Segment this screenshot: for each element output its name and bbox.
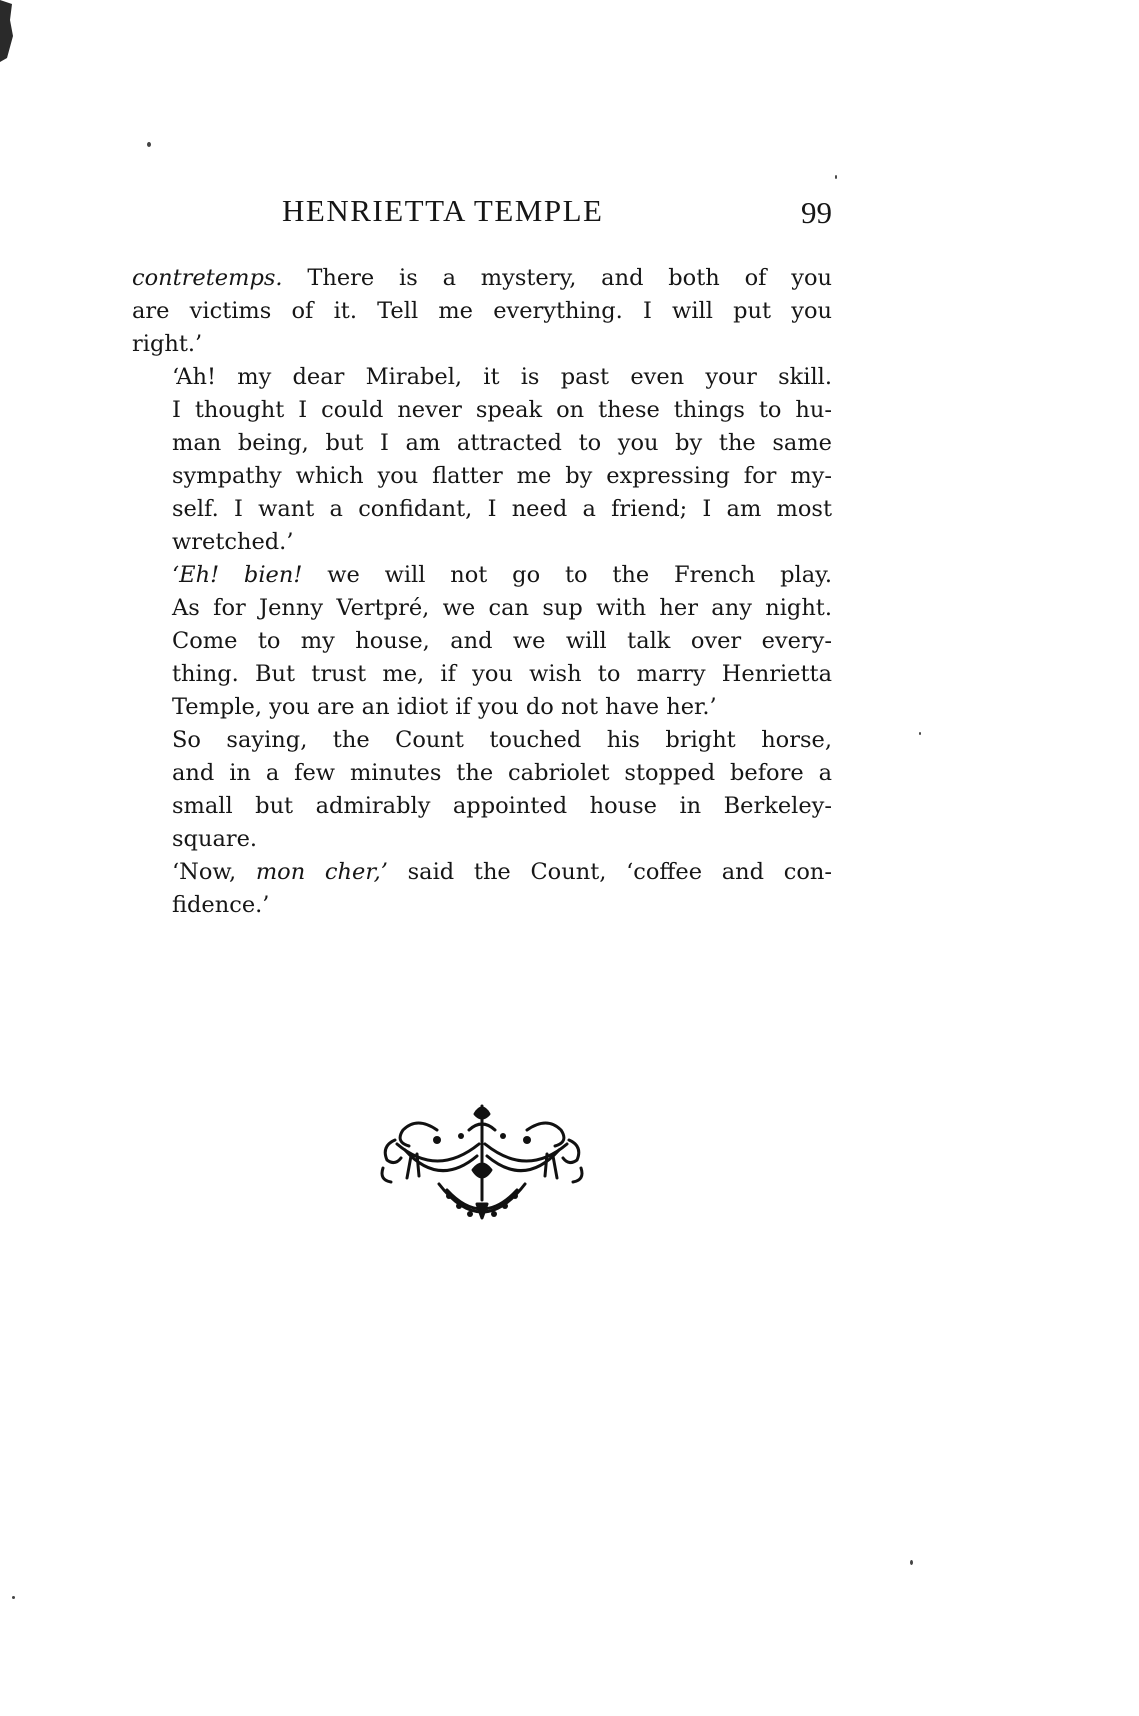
italic-phrase: contretemps. (132, 265, 283, 291)
scan-speck (910, 1560, 913, 1565)
line-text: ‘Now, (172, 859, 256, 885)
text-line: are victims of it. Tell me everything. I will put you (132, 298, 832, 324)
text-line (132, 559, 832, 592)
scan-speck (919, 732, 921, 735)
line-text: There is a mystery, and both of you (282, 265, 832, 291)
paragraph (132, 262, 832, 361)
scan-speck (835, 175, 837, 179)
text-line: thing. But trust me, if you wish to marry Henrietta (172, 661, 832, 687)
text-line: man being, but I am attracted to you by the same (172, 430, 832, 456)
text-line: ‘Ah! my dear Mirabel, it is past even your skill. (172, 364, 832, 390)
text-line: I thought I could never speak on these things to hu- (172, 397, 832, 423)
paragraph (132, 856, 832, 922)
text-line (132, 262, 832, 295)
text-line: wretched.’ (172, 529, 294, 555)
text-line: Come to my house, and we will talk over every- (172, 628, 832, 654)
paragraph (132, 559, 832, 724)
text-line: So saying, the Count touched his bright horse, (172, 727, 832, 753)
text-line: and in a few minutes the cabriolet stopped before a (172, 760, 832, 786)
paragraph (132, 724, 832, 856)
running-title: HENRIETTA TEMPLE (282, 193, 604, 228)
italic-phrase: mon cher,’ (255, 859, 388, 885)
text-line: right.’ (132, 331, 203, 357)
text-line: self. I want a confidant, I need a friend; I am most (172, 496, 832, 522)
scan-edge-mark (0, 0, 14, 62)
line-text: said the Count, ‘coffee and con- (387, 859, 832, 885)
floral-tailpiece-icon (377, 1100, 587, 1230)
text-line: Temple, you are an idiot if you do not have her.’ (172, 694, 717, 720)
text-line: square. (172, 826, 258, 852)
italic-phrase: ‘Eh! bien! (172, 562, 303, 588)
line-text: we will not go to the French play. (302, 562, 832, 588)
paragraph (132, 361, 832, 559)
body-text (132, 262, 832, 922)
text-line: fidence.’ (172, 892, 270, 918)
text-line: As for Jenny Vertpré, we can sup with her any night. (172, 595, 832, 621)
scan-speck (147, 142, 151, 147)
text-line: small but admirably appointed house in Berkeley- (172, 793, 832, 819)
text-line: sympathy which you flatter me by expressing for my- (172, 463, 832, 489)
scan-speck (12, 1596, 15, 1599)
page-number: 99 (801, 195, 832, 230)
running-head (132, 193, 832, 233)
text-line (132, 856, 832, 889)
